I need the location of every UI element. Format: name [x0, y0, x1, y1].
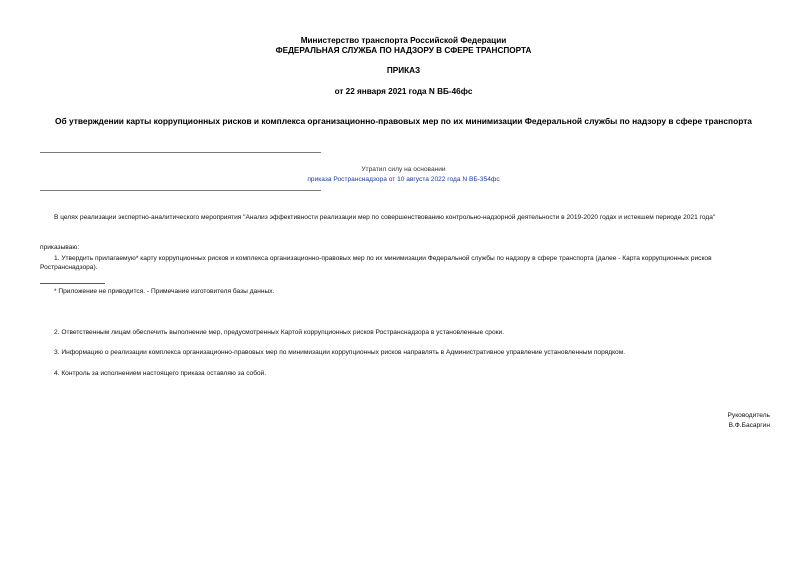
footnote: * Приложение не приводится. - Примечание изготовителя базы данных.: [54, 288, 275, 295]
status-divider-bottom: [40, 190, 321, 191]
order-item-3: 3. Информацию о реализации комплекса организационно-правовых мер по минимизации коррупционных рисков направлять в Административное управление установленным порядком.: [54, 349, 626, 356]
order-item-2: 2. Ответственным лицам обеспечить выполнение мер, предусмотренных Картой коррупционных рисков Ространснадзора в установленные сроки.: [54, 329, 505, 336]
ministry-name: Министерство транспорта Российской Федерации: [300, 36, 507, 45]
order-word: приказываю:: [40, 244, 80, 251]
repeal-order-link[interactable]: приказа Ространснадзора от 10 августа 2022 года N ВБ-354фс: [307, 176, 500, 183]
document-date-number: от 22 января 2021 года N ВБ-46фс: [334, 87, 473, 96]
status-note: Утратил силу на основании: [361, 166, 446, 173]
signatory-role: Руководитель: [727, 412, 770, 419]
intro-paragraph: В целях реализации экспертно-аналитического мероприятия "Анализ эффективности реализации мер по совершенствованию контрольно-надзорной деятельности в 2019-2020 годах и истекшем периоде 2021 года": [54, 214, 716, 221]
document-title: Об утверждении карты коррупционных рисков и комплекса организационно-правовых мер по их минимизации Федеральной службы по надзору в сфере транспорта: [55, 116, 752, 126]
footnote-divider: [40, 283, 105, 284]
document-type: ПРИКАЗ: [386, 66, 421, 75]
order-item-4: 4. Контроль за исполнением настоящего приказа оставляю за собой.: [54, 370, 267, 377]
signatory-name: В.Ф.Басаргин: [728, 422, 770, 429]
service-name: ФЕДЕРАЛЬНАЯ СЛУЖБА ПО НАДЗОРУ В СФЕРЕ ТРАНСПОРТА: [275, 46, 532, 55]
order-item-1: 1. Утвердить прилагаемую* карту коррупционных рисков и комплекса организационно-правовых мер по их минимизации Федеральной службы по надзору в сфере транспорта (далее - Карта коррупционных рисков Ространснадзора).: [40, 255, 712, 271]
status-divider-top: [40, 152, 321, 153]
